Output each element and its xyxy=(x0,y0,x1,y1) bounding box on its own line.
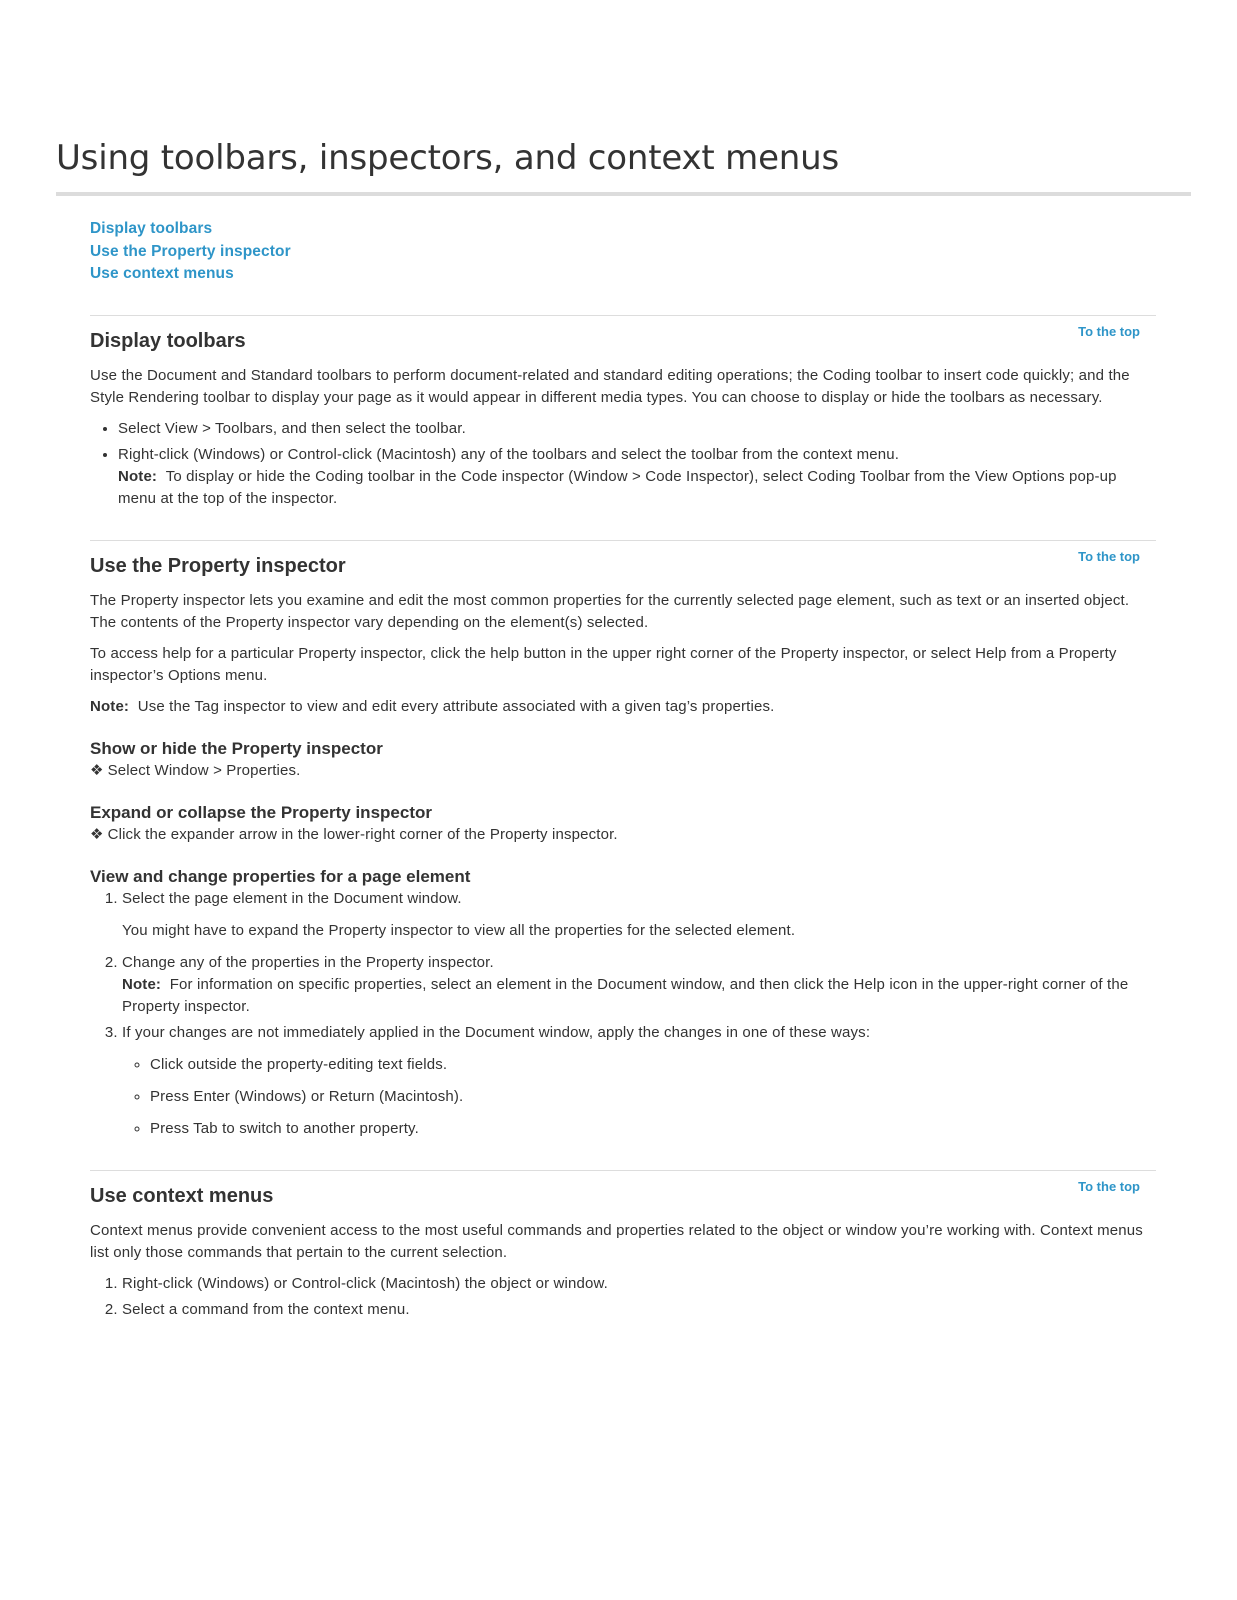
toc-link-context-menus[interactable]: Use context menus xyxy=(90,265,234,282)
subsection-title: Show or hide the Property inspector xyxy=(90,738,383,758)
list-item: ◦ Press Tab to switch to another property. xyxy=(150,1118,1156,1140)
page-title: Using toolbars, inspectors, and context menus xyxy=(56,138,840,178)
list-item: • Right-click (Windows) or Control-click (Macintosh) any of the toolbars and select the toolbar from the context menu. Note: To display or hide the Coding toolbar in the Code inspector (Window > Code Inspector), select Coding Toolbar from the View Options pop-up menu at the top of the inspector. xyxy=(118,444,1156,510)
step-item: 2. Change any of the properties in the Property inspector. Note: For information on specific properties, select an element in the Document window, and then click the Help icon in the upper-right corner of the Property inspector. xyxy=(122,952,1156,1018)
numbered-steps xyxy=(90,888,1156,1140)
numbered-steps xyxy=(90,1273,1156,1321)
section-title: Display toolbars xyxy=(90,329,246,352)
title-divider xyxy=(56,192,1191,196)
section-intro: Context menus provide convenient access to the most useful commands and properties related to the object or window you’re working with. Context menus list only those commands that pertain to the current selection. xyxy=(90,1221,1143,1261)
note-label: Note: xyxy=(118,467,158,485)
step-item: 1. Select the page element in the Document window. You might have to expand the Property inspector to view all the properties for the selected element. xyxy=(122,888,1156,942)
list-item: ◦ Press Enter (Windows) or Return (Macintosh). xyxy=(150,1086,1156,1108)
step-item: 3. If your changes are not immediately applied in the Document window, apply the changes in one of these ways: ◦ Click outside the property-editing text fields. ◦ Press Enter (Windows) or Return (Macintosh). ◦ Press Tab to switch to another property. xyxy=(122,1022,1156,1140)
bullet-list xyxy=(90,418,1156,510)
section-property-inspector xyxy=(90,540,1156,1140)
section-title: Use the Property inspector xyxy=(90,554,346,577)
toc-link-display-toolbars[interactable]: Display toolbars xyxy=(90,220,213,237)
note-label: Note: xyxy=(122,975,162,993)
step-item: 2. Select a command from the context menu. xyxy=(122,1299,1156,1321)
section-title: Use context menus xyxy=(90,1184,274,1207)
note-text: Use the Tag inspector to view and edit every attribute associated with a given tag’s properties. xyxy=(137,697,775,715)
paragraph: To access help for a particular Property inspector, click the help button in the upper right corner of the Property inspector, or select Help from a Property inspector’s Options menu. xyxy=(90,644,1117,684)
option-list xyxy=(122,1054,1156,1140)
toc-link-property-inspector[interactable]: Use the Property inspector xyxy=(90,242,291,260)
note-label: Note: xyxy=(90,697,130,715)
section-intro: Use the Document and Standard toolbars to perform document-related and standard editing operations; the Coding toolbar to insert code quickly; and the Style Rendering toolbar to display your page as it would appear in different media types. You can choose to display or hide the toolbars as necessary. xyxy=(90,366,1130,406)
to-the-top-link[interactable]: To the top xyxy=(1078,323,1140,339)
single-step: ❖ Click the expander arrow in the lower-right corner of the Property inspector. xyxy=(90,825,618,843)
diamond-bullet-icon: ❖ xyxy=(90,761,104,779)
diamond-bullet-icon: ❖ xyxy=(90,825,104,843)
to-the-top-link[interactable]: To the top xyxy=(1078,548,1140,564)
list-item: ◦ Click outside the property-editing text fields. xyxy=(150,1054,1156,1076)
note xyxy=(90,696,1156,718)
note-text: For information on specific properties, select an element in the Document window, and then click the Help icon in the upper-right corner of the Property inspector. xyxy=(122,975,1129,1015)
note-text: To display or hide the Coding toolbar in the Code inspector (Window > Code Inspector), select Coding Toolbar from the View Options pop-up menu at the top of the inspector. xyxy=(118,467,1117,507)
section-display-toolbars xyxy=(90,315,1156,510)
subsection-title: Expand or collapse the Property inspector xyxy=(90,802,432,822)
table-of-contents xyxy=(90,218,1156,286)
to-the-top-link[interactable]: To the top xyxy=(1078,1178,1140,1194)
step-detail: You might have to expand the Property inspector to view all the properties for the selected element. xyxy=(122,921,796,939)
list-item: • Select View > Toolbars, and then select the toolbar. xyxy=(118,418,1156,440)
single-step: ❖ Select Window > Properties. xyxy=(90,761,301,779)
document-content xyxy=(90,218,1156,1325)
paragraph: The Property inspector lets you examine and edit the most common properties for the currently selected page element, such as text or an inserted object. The contents of the Property inspector vary depending on the element(s) selected. xyxy=(90,591,1130,631)
section-context-menus xyxy=(90,1170,1156,1321)
subsection-title: View and change properties for a page element xyxy=(90,866,471,886)
step-item: 1. Right-click (Windows) or Control-click (Macintosh) the object or window. xyxy=(122,1273,1156,1295)
